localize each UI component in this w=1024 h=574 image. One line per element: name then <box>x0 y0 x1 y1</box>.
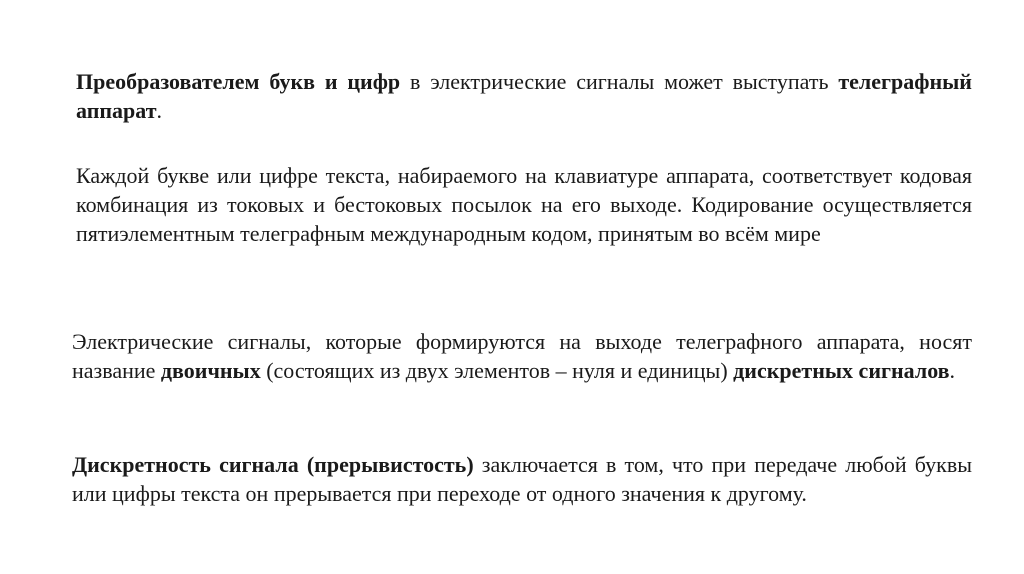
paragraph-signals-text-2: (состоящих из двух элементов – нуля и единицы) <box>260 358 734 383</box>
paragraph-coding: Каждой букве или цифре текста, набираемого на клавиатуре аппарата, соответствует кодовая комбинация из токовых и бестоковых посылок на его выходе. Кодирование осуществляется пятиэлементным телеграфным международным кодом, принятым во всём мире <box>76 163 972 246</box>
paragraph-converter-text: в электрические сигналы может выступать <box>400 69 839 94</box>
paragraph-signals-text-1: Электрические сигналы, которые формируются на выходе телеграфного аппарата, носят название <box>72 329 972 383</box>
term-converter: Преобразователем букв и цифр <box>76 69 401 94</box>
paragraph-electric-signals <box>72 327 972 385</box>
paragraph-signals-end: . <box>949 358 956 383</box>
term-discreteness: Дискретность сигнала (прерывистость) <box>72 452 474 477</box>
paragraph-converter <box>76 67 972 125</box>
term-telegraph-apparatus: телеграфный аппарат <box>76 69 972 123</box>
paragraph-discreteness <box>72 450 972 508</box>
term-discrete-signals: дискретных сигналов <box>733 358 950 383</box>
paragraph-converter-end: . <box>156 98 163 123</box>
paragraph-discreteness-text: заключается в том, что при передаче любой буквы или цифры текста он прерывается при переходе от одного значения к другому. <box>72 452 972 506</box>
term-binary: двоичных <box>160 358 261 383</box>
